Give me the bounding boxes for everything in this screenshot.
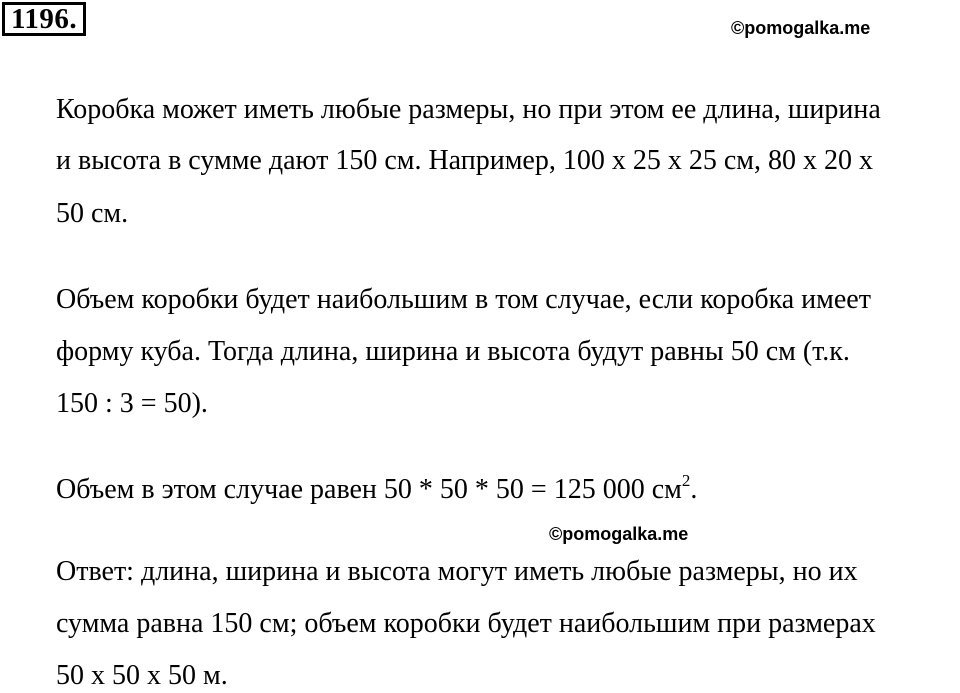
paragraph-3-text: Объем в этом случае равен 50 * 50 * 50 = 125 000 см [56, 474, 682, 505]
paragraph-3 [56, 473, 697, 507]
paragraph-1-line-3: 50 см. [56, 198, 129, 229]
answer-line-2: сумма равна 150 см; объем коробки будет наибольшим при размерах [56, 608, 876, 639]
paragraph-3-end: . [690, 474, 698, 505]
answer-line-1: Ответ: длина, ширина и высота могут иметь любые размеры, но их [56, 556, 858, 587]
paragraph-2-line-1: Объем коробки будет наибольшим в том случае, если коробка имеет [56, 284, 871, 315]
answer-line-3: 50 х 50 х 50 м. [56, 660, 228, 691]
paragraph-2-line-2: форму куба. Тогда длина, ширина и высота будут равны 50 см (т.к. [56, 336, 850, 367]
paragraph-1-line-1: Коробка может иметь любые размеры, но при этом ее длина, ширина [56, 94, 881, 125]
paragraph-1-line-2: и высота в сумме дают 150 см. Например, 100 х 25 х 25 см, 80 х 20 х [56, 145, 874, 176]
watermark-top: ©pomogalka.me [731, 18, 871, 38]
watermark-middle: ©pomogalka.me [549, 524, 689, 544]
squared-exponent: 2 [681, 471, 691, 490]
problem-number: 1196. [2, 2, 86, 36]
paragraph-2-line-3: 150 : 3 = 50). [56, 388, 208, 419]
